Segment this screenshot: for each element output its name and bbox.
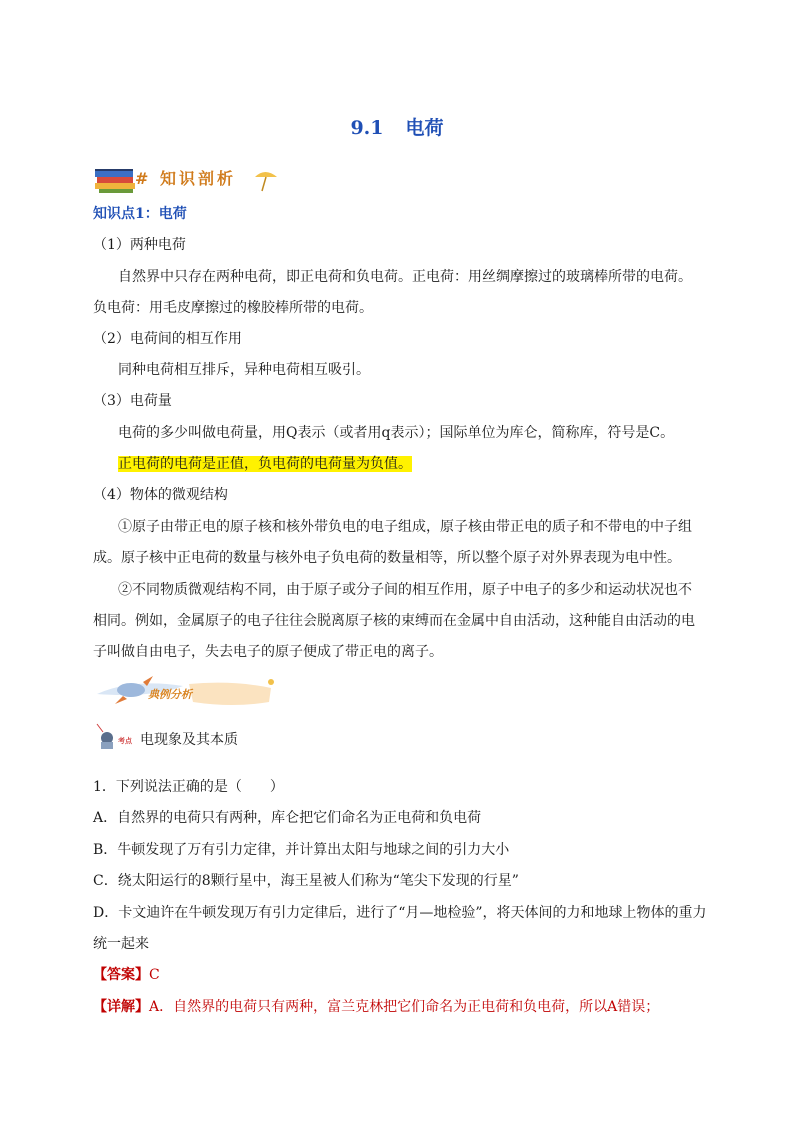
answer-value: C: [149, 967, 160, 983]
detail-row: [93, 997, 659, 1017]
question-stem: 1．下列说法正确的是（ ）: [93, 779, 284, 795]
exam-point-label: 电现象及其本质: [140, 732, 238, 748]
section-4-p2-line-1: ②不同物质微观结构不同，由于原子或分子间的相互作用，原子中电子的多少和运动状况也不: [118, 582, 692, 598]
section-1-line-1: 自然界中只存在两种电荷，即正电荷和负电荷。正电荷：用丝绸摩擦过的玻璃棒所带的电荷。: [118, 269, 692, 285]
title-text: 电荷: [405, 117, 444, 139]
option-d-line-2: 统一起来: [93, 936, 149, 952]
option-c: C．绕太阳运行的8颗行星中，海王星被人们称为“笔尖下发现的行星”: [93, 873, 519, 889]
examples-banner: [93, 672, 283, 712]
option-d-line-1: D．卡文迪许在牛顿发现万有引力定律后，进行了“月—地检验”，将天体间的力和地球上物体的重力: [93, 905, 707, 921]
title-number: 9.1: [350, 117, 384, 139]
section-1-heading: （1）两种电荷: [93, 237, 186, 253]
detail-text: A．自然界的电荷只有两种，富兰克林把它们命名为正电荷和负电荷，所以A错误；: [149, 999, 660, 1015]
answer-tag: 【答案】: [93, 967, 149, 983]
highlighted-text: 正电荷的电荷是正值，负电荷的电荷量为负值。: [118, 456, 412, 472]
section-4-heading: （4）物体的微观结构: [93, 487, 228, 503]
section-1-line-2: 负电荷：用毛皮摩擦过的橡胶棒所带的电荷。: [93, 300, 373, 316]
section-4-p2-line-2: 相同。例如，金属原子的电子往往会脱离原子核的束缚而在金属中自由活动，这种能自由活动的电: [93, 613, 695, 629]
exam-point-icon-text: 考点: [118, 737, 132, 745]
knowledge-analysis-banner: [93, 163, 283, 195]
answer-row: [93, 965, 160, 985]
section-4-p1-line-2: 成。原子核中正电荷的数量与核外电子负电荷的数量相等，所以整个原子对外界表现为电中性。: [93, 550, 681, 566]
examples-banner-title: 典例分析: [148, 688, 192, 701]
section-4-p2-line-3: 子叫做自由电子，失去电子的原子便成了带正电的离子。: [93, 644, 443, 660]
section-2-line-1: 同种电荷相互排斥，异种电荷相互吸引。: [118, 362, 370, 378]
section-2-heading: （2）电荷间的相互作用: [93, 331, 242, 347]
option-a: A．自然界的电荷只有两种，库仑把它们命名为正电荷和负电荷: [93, 810, 482, 826]
banner-title: # 知识剖析: [135, 169, 236, 188]
section-3-line-1: 电荷的多少叫做电荷量，用Q表示（或者用q表示）；国际单位为库仑，简称库，符号是C。: [118, 425, 675, 441]
knowledge-point-label: 知识点1：电荷: [93, 206, 187, 222]
section-4-p1-line-1: ①原子由带正电的原子核和核外带负电的电子组成，原子核由带正电的质子和不带电的中子组: [118, 519, 692, 535]
page-title: [0, 113, 794, 140]
section-3-heading: （3）电荷量: [93, 393, 172, 409]
section-3-highlight: [118, 454, 412, 474]
option-b: B．牛顿发现了万有引力定律，并计算出太阳与地球之间的引力大小: [93, 842, 510, 858]
detail-tag: 【详解】: [93, 999, 149, 1015]
